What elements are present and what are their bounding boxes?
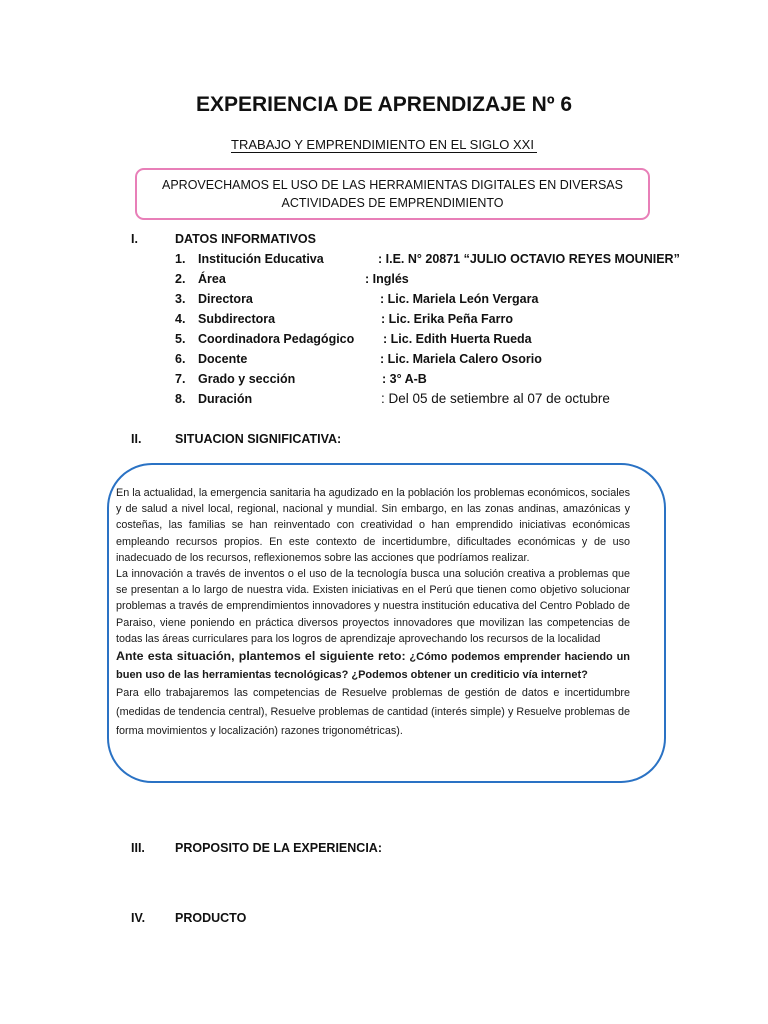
challenge-paragraph [116, 647, 630, 684]
section-number: II. [131, 432, 142, 446]
section-datos-informativos [131, 232, 691, 250]
row-value: : Lic. Edith Huerta Rueda [383, 332, 532, 346]
section-number: I. [131, 232, 138, 246]
section-producto [131, 911, 691, 929]
row-value: : Lic. Erika Peña Farro [381, 312, 513, 326]
document-title: EXPERIENCIA DE APRENDIZAJE Nº 6 [195, 93, 573, 116]
row-value: : 3° A-B [382, 372, 427, 386]
row-key: Coordinadora Pedagógico [198, 332, 355, 346]
subtitle-text: TRABAJO Y EMPRENDIMIENTO EN EL SIGLO XXI [231, 137, 537, 153]
row-number: 6. [175, 352, 186, 366]
row-value: : Inglés [365, 272, 409, 286]
highlight-box [135, 168, 650, 220]
section-heading: DATOS INFORMATIVOS [175, 232, 316, 246]
row-number: 8. [175, 392, 186, 406]
row-number: 2. [175, 272, 186, 286]
situation-text [116, 485, 630, 741]
situation-paragraph: En la actualidad, la emergencia sanitaria ha agudizado en la población los problemas económicos, sociales y de salud a nivel local, regional, nacional y mundial. Sin embargo, en las zonas andinas, amazónicas y costeñas, las familias se han reinventado con creatividad o han emprendido iniciativas económicas empleando recursos propios. En este contexto de incertidumbre, dificultades económicas y de uso inadecuado de los recursos, reflexionemos sobre las acciones que podríamos realizar. [116, 487, 630, 564]
row-key: Institución Educativa [198, 252, 324, 266]
document-subtitle [0, 137, 768, 152]
row-number: 5. [175, 332, 186, 346]
section-heading: SITUACION SIGNIFICATIVA: [175, 432, 342, 446]
section-situacion-significativa [131, 432, 691, 450]
row-number: 7. [175, 372, 186, 386]
row-number: 4. [175, 312, 186, 326]
row-value: : Lic. Mariela Calero Osorio [380, 352, 542, 366]
row-number: 3. [175, 292, 186, 306]
situation-paragraph: La innovación a través de inventos o el uso de la tecnología busca una solución creativa a problemas que se presentan a lo largo de nuestra vida. Existen iniciativas en el Perú que tienen como objetivo solucionar problemas a través de emprendimientos innovadores y nuestra institución educativa del Centro Poblado de Paraiso, viene poniendo en práctica diversos proyectos innovadores que movilizan las competencias de todas las áreas curriculares para los logros de aprendizaje aprovechando los recursos de la localidad [116, 568, 630, 645]
section-proposito [131, 841, 691, 859]
row-number: 1. [175, 252, 186, 266]
row-key: Área [198, 272, 226, 286]
row-key: Docente [198, 352, 248, 366]
section-number: IV. [131, 911, 146, 925]
challenge-lead: Ante esta situación, plantemos el siguiente reto: [116, 649, 406, 664]
row-value: : I.E. N° 20871 “JULIO OCTAVIO REYES MOUNIER” [378, 252, 680, 266]
competencies-paragraph: Para ello trabajaremos las competencias de Resuelve problemas de gestión de datos e incertidumbre (medidas de tendencia central), Resuelve problemas de cantidad (interés simple) y Resuelve problemas de forma movimientos y localización) razones trigonométricas). [116, 687, 630, 738]
section-heading: PROPOSITO DE LA EXPERIENCIA: [175, 841, 382, 855]
section-number: III. [131, 841, 145, 855]
challenge-question: ¿Cómo podemos emprender haciendo un buen uso de las herramientas tecnológicas? ¿Podemos obtener un crediticio vía internet? [116, 651, 631, 682]
row-key: Directora [198, 292, 253, 306]
row-key: Subdirectora [198, 312, 276, 326]
section-heading: PRODUCTO [175, 911, 247, 925]
row-value: : Del 05 de setiembre al 07 de octubre [381, 391, 610, 406]
row-value: : Lic. Mariela León Vergara [380, 292, 539, 306]
highlight-box-text: APROVECHAMOS EL USO DE LAS HERRAMIENTAS DIGITALES EN DIVERSAS ACTIVIDADES DE EMPRENDIMIENTO [162, 178, 623, 210]
row-key: Duración [198, 392, 253, 406]
row-key: Grado y sección [198, 372, 296, 386]
